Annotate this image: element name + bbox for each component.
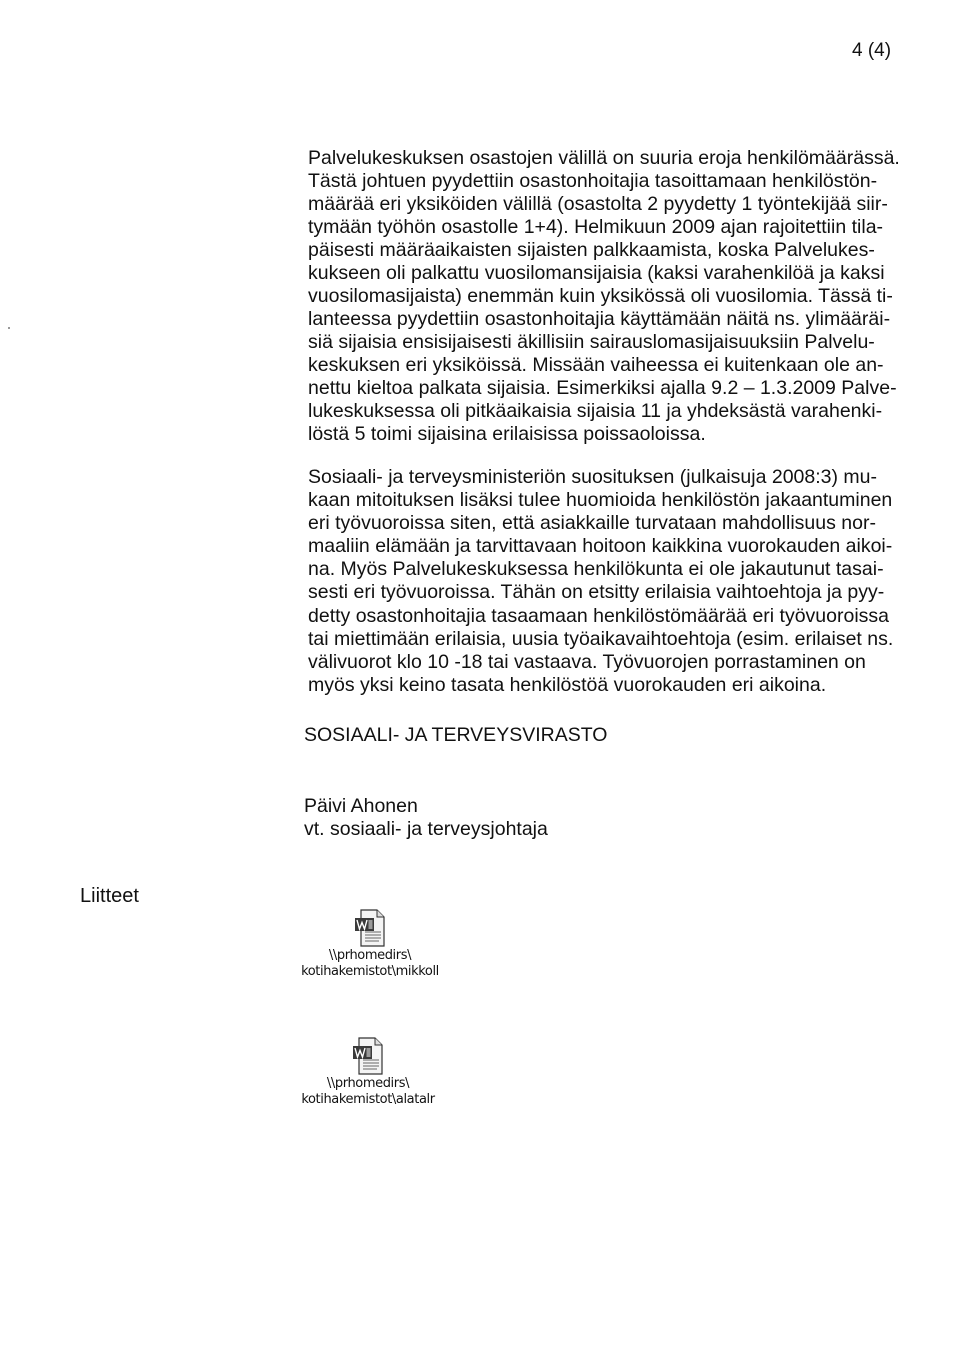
text-line: eri työvuoroissa siten, että asiakkaille turvataan mahdollisuus nor- (308, 512, 876, 535)
text-line: maaliin elämään ja tarvittavaan hoitoon kaikkina vuorokauden aikoi- (308, 535, 893, 558)
text-line: detty osastonhoitajia tasaamaan henkilöstömäärää eri työvuoroissa (308, 604, 890, 627)
paragraph-ministry-recommendation (308, 466, 928, 697)
text-line: kukseen oli palkattu vuosilomansijaisia (kaksi varahenkilöä ja kaksi (308, 262, 885, 284)
signature-name: Päivi Ahonen (304, 795, 418, 817)
text-line: löstä 5 toimi sijaisina erilaisissa poissaoloissa. (308, 423, 706, 445)
text-line: välivuorot klo 10 -18 tai vastaava. Työvuorojen porrastaminen on (308, 650, 866, 673)
text-line: tai miettimään erilaisia, uusia työaikavaihtoehtoja (esim. erilaiset ns. (308, 627, 894, 650)
page-number: 4 (4) (852, 40, 892, 61)
attachment-item[interactable] (270, 908, 470, 980)
text-line: Palvelukeskuksen osastojen välillä on suuria eroja henkilömäärässä. (308, 147, 900, 169)
text-line: nettu kieltoa palkata sijaisia. Esimerkiksi ajalla 9.2 – 1.3.2009 Palve- (308, 377, 897, 399)
attachment-path-line: \\prhomedirs\ (328, 948, 412, 963)
text-line: määrää eri yksiköiden välillä (osastolta 2 pyydetty 1 työntekijää siir- (308, 193, 888, 215)
attachment-path-line: kotihakemistot\mikkoll (301, 964, 439, 979)
text-line: vuosilomasijaista) enemmän kuin yksikössä oli vuosilomia. Tässä ti- (308, 285, 893, 307)
attachment-path-line: kotihakemistot\alatalr (301, 1092, 435, 1107)
word-document-icon (353, 908, 387, 948)
signature-organization: SOSIAALI- JA TERVEYSVIRASTO (304, 724, 608, 746)
text-line: siä sijaisia ensisijaisesti äkillisiin sairauslomasijaisuuksiin Palvelu- (308, 331, 875, 353)
text-line: sesti eri työvuoroissa. Tähän on etsitty erilaisia vaihtoehtoja ja pyy- (308, 581, 885, 604)
text-line: lanteessa pyydettiin osastonhoitajia käyttämään näitä ns. ylimääräi- (308, 308, 891, 330)
text-line: na. Myös Palvelukeskuksessa henkilökunta ei ole jakautunut tasai- (308, 558, 884, 581)
text-line: päisesti määräaikaisten sijaisten palkkaamista, koska Palvelukes- (308, 239, 875, 261)
text-line: Tästä johtuen pyydettiin osastonhoitajia tasoittamaan henkilöstön- (308, 170, 878, 192)
attachment-item[interactable] (268, 1036, 468, 1108)
text-line: tymään työhön osastolle 1+4). Helmikuun 2009 ajan rajoitettiin tila- (308, 216, 884, 238)
word-document-icon (351, 1036, 385, 1076)
signature-title: vt. sosiaali- ja terveysjohtaja (304, 818, 548, 840)
attachments-heading: Liitteet (80, 885, 139, 907)
text-line: Sosiaali- ja terveysministeriön suosituksen (julkaisuja 2008:3) mu- (308, 466, 877, 488)
scan-speck (8, 327, 10, 329)
text-line: lukeskuksessa oli pitkäaikaisia sijaisia 11 ja yhdeksästä varahenki- (308, 400, 883, 422)
attachment-path-line: \\prhomedirs\ (326, 1076, 410, 1091)
paragraph-staffing-differences (308, 147, 928, 446)
text-line: keskuksen eri yksiköissä. Missään vaiheessa ei kuitenkaan ole an- (308, 354, 884, 376)
text-line: myös yksi keino tasata henkilöstöä vuorokauden eri aikoina. (308, 673, 827, 696)
text-line: kaan mitoituksen lisäksi tulee huomioida henkilöstön jakaantuminen (308, 489, 893, 512)
